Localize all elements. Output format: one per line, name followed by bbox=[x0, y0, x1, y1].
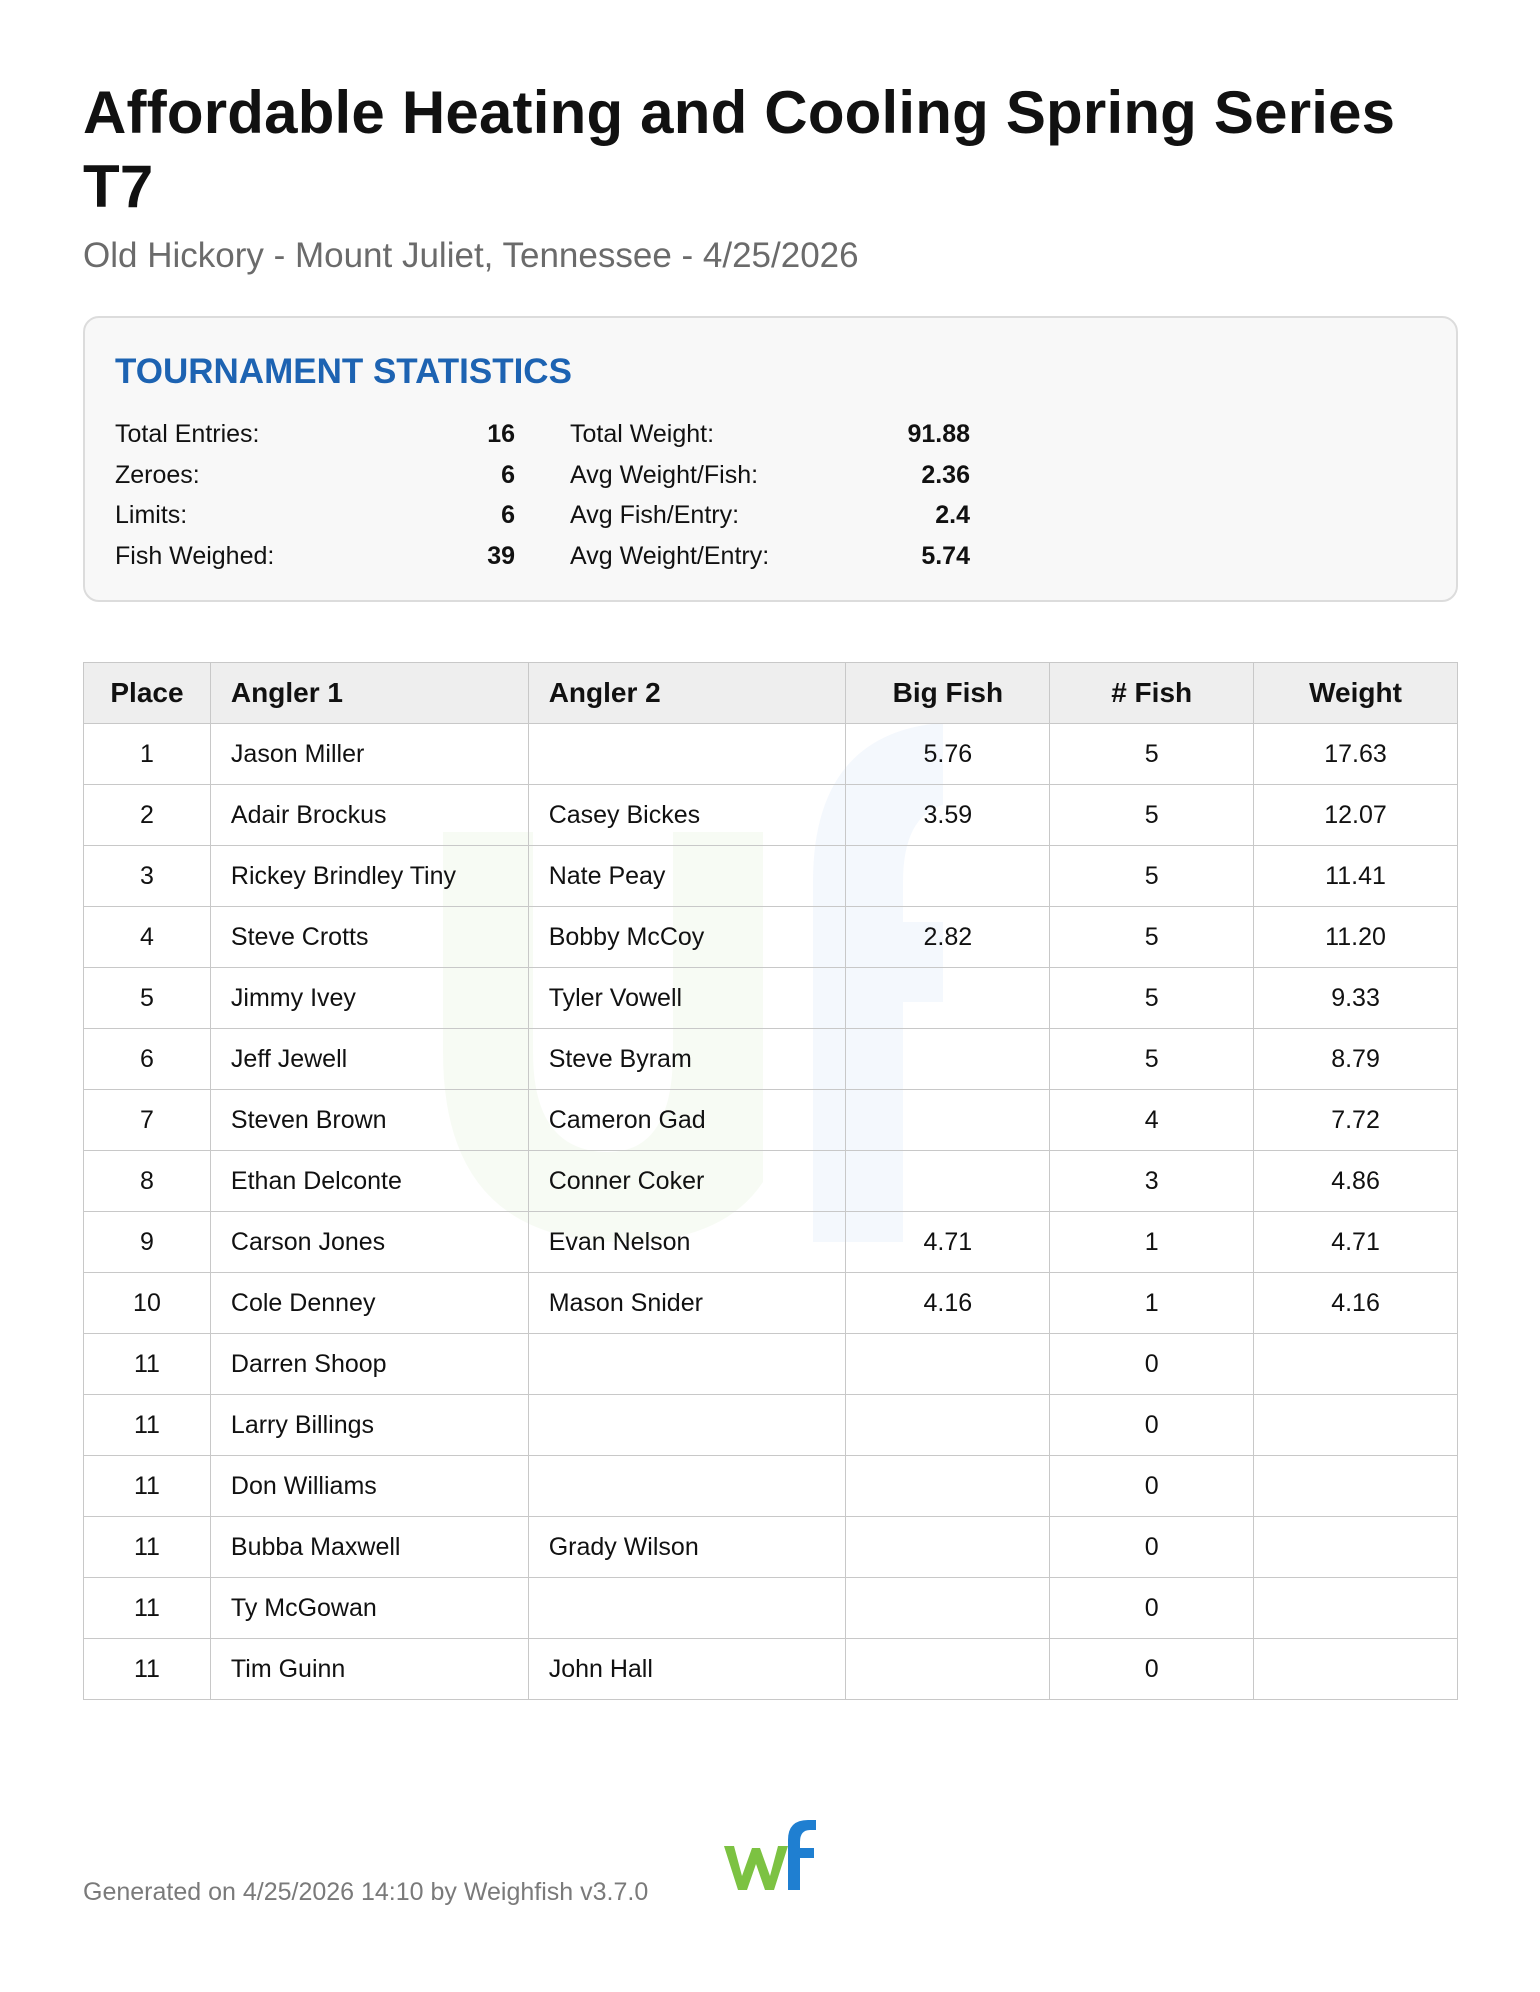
table-row bbox=[84, 1151, 1458, 1212]
cell-angler-2: Conner Coker bbox=[528, 1151, 846, 1212]
cell-weight bbox=[1254, 1334, 1458, 1395]
cell-weight bbox=[1254, 1456, 1458, 1517]
cell-fish-count: 4 bbox=[1050, 1090, 1254, 1151]
results-section bbox=[83, 662, 1458, 1700]
cell-big-fish bbox=[846, 1395, 1050, 1456]
cell-weight: 8.79 bbox=[1254, 1029, 1458, 1090]
cell-angler-2 bbox=[528, 1395, 846, 1456]
cell-weight: 9.33 bbox=[1254, 968, 1458, 1029]
cell-fish-count: 0 bbox=[1050, 1334, 1254, 1395]
stat-zeroes bbox=[115, 455, 515, 496]
page-title: Affordable Heating and Cooling Spring Series T7 bbox=[83, 79, 1396, 220]
stat-avg-weight-entry bbox=[570, 536, 970, 577]
cell-weight: 11.20 bbox=[1254, 907, 1458, 968]
cell-fish-count: 3 bbox=[1050, 1151, 1254, 1212]
table-row bbox=[84, 1578, 1458, 1639]
cell-big-fish bbox=[846, 1090, 1050, 1151]
cell-angler-1: Rickey Brindley Tiny bbox=[210, 846, 528, 907]
stat-value: 2.4 bbox=[935, 501, 970, 529]
cell-angler-1: Tim Guinn bbox=[210, 1639, 528, 1700]
results-body bbox=[84, 724, 1458, 1700]
cell-place: 3 bbox=[84, 846, 211, 907]
cell-weight bbox=[1254, 1639, 1458, 1700]
cell-angler-1: Ty McGowan bbox=[210, 1578, 528, 1639]
cell-fish-count: 5 bbox=[1050, 846, 1254, 907]
stat-value: 2.36 bbox=[921, 460, 970, 489]
cell-fish-count: 0 bbox=[1050, 1456, 1254, 1517]
cell-fish-count: 5 bbox=[1050, 1029, 1254, 1090]
generated-footer: Generated on 4/25/2026 14:10 by Weighfish v3.7.0 bbox=[83, 1878, 649, 1906]
table-row bbox=[84, 1212, 1458, 1273]
cell-fish-count: 5 bbox=[1050, 724, 1254, 785]
cell-angler-1: Adair Brockus bbox=[210, 785, 528, 846]
stat-value: 39 bbox=[487, 541, 515, 570]
stat-value: 5.74 bbox=[921, 541, 970, 570]
cell-weight: 12.07 bbox=[1254, 785, 1458, 846]
cell-fish-count: 5 bbox=[1050, 907, 1254, 968]
page-subtitle: Old Hickory - Mount Juliet, Tennessee - 4/25/2026 bbox=[83, 236, 859, 275]
cell-angler-1: Cole Denney bbox=[210, 1273, 528, 1334]
cell-fish-count: 0 bbox=[1050, 1517, 1254, 1578]
stat-value: 6 bbox=[501, 501, 515, 529]
cell-fish-count: 0 bbox=[1050, 1395, 1254, 1456]
cell-weight: 7.72 bbox=[1254, 1090, 1458, 1151]
cell-place: 8 bbox=[84, 1151, 211, 1212]
cell-angler-1: Jason Miller bbox=[210, 724, 528, 785]
stat-label: Avg Fish/Entry: bbox=[570, 501, 740, 529]
table-row bbox=[84, 1029, 1458, 1090]
cell-angler-1: Steven Brown bbox=[210, 1090, 528, 1151]
stat-total-entries bbox=[115, 414, 515, 455]
cell-weight: 4.16 bbox=[1254, 1273, 1458, 1334]
cell-place: 4 bbox=[84, 907, 211, 968]
table-row bbox=[84, 1517, 1458, 1578]
cell-big-fish bbox=[846, 1578, 1050, 1639]
cell-weight bbox=[1254, 1395, 1458, 1456]
cell-place: 5 bbox=[84, 968, 211, 1029]
header-angler-1: Angler 1 bbox=[210, 663, 528, 724]
cell-place: 11 bbox=[84, 1517, 211, 1578]
table-row bbox=[84, 1639, 1458, 1700]
cell-angler-2: Tyler Vowell bbox=[528, 968, 846, 1029]
stat-label: Total Entries: bbox=[115, 420, 260, 448]
cell-big-fish bbox=[846, 1029, 1050, 1090]
table-row bbox=[84, 968, 1458, 1029]
table-row bbox=[84, 785, 1458, 846]
cell-angler-1: Ethan Delconte bbox=[210, 1151, 528, 1212]
cell-angler-2: Bobby McCoy bbox=[528, 907, 846, 968]
cell-fish-count: 1 bbox=[1050, 1273, 1254, 1334]
cell-angler-2 bbox=[528, 1334, 846, 1395]
cell-weight: 4.86 bbox=[1254, 1151, 1458, 1212]
cell-angler-2: Cameron Gad bbox=[528, 1090, 846, 1151]
cell-place: 11 bbox=[84, 1334, 211, 1395]
weighfish-logo bbox=[722, 1818, 818, 1892]
stat-label: Total Weight: bbox=[570, 420, 715, 448]
cell-big-fish bbox=[846, 846, 1050, 907]
cell-place: 2 bbox=[84, 785, 211, 846]
cell-big-fish bbox=[846, 1517, 1050, 1578]
cell-angler-2 bbox=[528, 724, 846, 785]
cell-fish-count: 0 bbox=[1050, 1639, 1254, 1700]
cell-weight bbox=[1254, 1578, 1458, 1639]
table-row bbox=[84, 1334, 1458, 1395]
cell-big-fish: 3.59 bbox=[846, 785, 1050, 846]
cell-big-fish: 4.16 bbox=[846, 1273, 1050, 1334]
table-row bbox=[84, 1395, 1458, 1456]
stat-label: Avg Weight/Fish: bbox=[570, 460, 759, 489]
header-fish-count: # Fish bbox=[1050, 663, 1254, 724]
stat-value: 16 bbox=[487, 420, 515, 448]
stat-label: Avg Weight/Entry: bbox=[570, 541, 770, 570]
cell-big-fish bbox=[846, 1151, 1050, 1212]
cell-big-fish bbox=[846, 1456, 1050, 1517]
cell-big-fish: 5.76 bbox=[846, 724, 1050, 785]
cell-big-fish bbox=[846, 1639, 1050, 1700]
cell-place: 10 bbox=[84, 1273, 211, 1334]
cell-big-fish: 4.71 bbox=[846, 1212, 1050, 1273]
cell-fish-count: 5 bbox=[1050, 785, 1254, 846]
cell-big-fish: 2.82 bbox=[846, 907, 1050, 968]
cell-big-fish bbox=[846, 1334, 1050, 1395]
cell-angler-1: Darren Shoop bbox=[210, 1334, 528, 1395]
cell-angler-2: Casey Bickes bbox=[528, 785, 846, 846]
header-angler-2: Angler 2 bbox=[528, 663, 846, 724]
header-big-fish: Big Fish bbox=[846, 663, 1050, 724]
statistics-heading: TOURNAMENT STATISTICS bbox=[115, 352, 572, 391]
stat-limits bbox=[115, 495, 515, 536]
cell-angler-2 bbox=[528, 1578, 846, 1639]
table-row bbox=[84, 907, 1458, 968]
cell-fish-count: 5 bbox=[1050, 968, 1254, 1029]
cell-angler-2: John Hall bbox=[528, 1639, 846, 1700]
cell-angler-1: Jimmy Ivey bbox=[210, 968, 528, 1029]
cell-angler-2: Grady Wilson bbox=[528, 1517, 846, 1578]
cell-place: 9 bbox=[84, 1212, 211, 1273]
results-header-row bbox=[84, 663, 1458, 724]
cell-place: 7 bbox=[84, 1090, 211, 1151]
cell-place: 11 bbox=[84, 1578, 211, 1639]
stat-label: Zeroes: bbox=[115, 460, 200, 489]
cell-weight: 11.41 bbox=[1254, 846, 1458, 907]
cell-angler-1: Carson Jones bbox=[210, 1212, 528, 1273]
cell-place: 6 bbox=[84, 1029, 211, 1090]
statistics-left-column bbox=[115, 414, 515, 576]
table-row bbox=[84, 1273, 1458, 1334]
results-table bbox=[83, 662, 1458, 1700]
cell-angler-1: Don Williams bbox=[210, 1456, 528, 1517]
header-place: Place bbox=[84, 663, 211, 724]
table-row bbox=[84, 724, 1458, 785]
stat-value: 6 bbox=[501, 460, 515, 489]
statistics-right-column bbox=[570, 414, 970, 576]
cell-big-fish bbox=[846, 968, 1050, 1029]
stat-value: 91.88 bbox=[907, 420, 970, 448]
cell-place: 11 bbox=[84, 1639, 211, 1700]
cell-weight bbox=[1254, 1517, 1458, 1578]
cell-weight: 17.63 bbox=[1254, 724, 1458, 785]
cell-angler-2: Nate Peay bbox=[528, 846, 846, 907]
stat-fish-weighed bbox=[115, 536, 515, 577]
header-weight: Weight bbox=[1254, 663, 1458, 724]
cell-angler-2 bbox=[528, 1456, 846, 1517]
cell-place: 11 bbox=[84, 1395, 211, 1456]
cell-angler-1: Bubba Maxwell bbox=[210, 1517, 528, 1578]
stat-total-weight bbox=[570, 414, 970, 455]
table-row bbox=[84, 1090, 1458, 1151]
table-row bbox=[84, 1456, 1458, 1517]
stat-label: Fish Weighed: bbox=[115, 541, 275, 570]
cell-angler-2: Steve Byram bbox=[528, 1029, 846, 1090]
cell-angler-1: Larry Billings bbox=[210, 1395, 528, 1456]
stat-avg-fish-entry bbox=[570, 495, 970, 536]
cell-weight: 4.71 bbox=[1254, 1212, 1458, 1273]
cell-place: 11 bbox=[84, 1456, 211, 1517]
cell-fish-count: 1 bbox=[1050, 1212, 1254, 1273]
table-row bbox=[84, 846, 1458, 907]
cell-place: 1 bbox=[84, 724, 211, 785]
tournament-statistics-panel bbox=[83, 316, 1458, 602]
cell-fish-count: 0 bbox=[1050, 1578, 1254, 1639]
cell-angler-1: Steve Crotts bbox=[210, 907, 528, 968]
cell-angler-1: Jeff Jewell bbox=[210, 1029, 528, 1090]
stat-label: Limits: bbox=[115, 501, 188, 529]
report-page bbox=[83, 76, 1458, 1700]
cell-angler-2: Evan Nelson bbox=[528, 1212, 846, 1273]
cell-angler-2: Mason Snider bbox=[528, 1273, 846, 1334]
stat-avg-weight-fish bbox=[570, 455, 970, 496]
